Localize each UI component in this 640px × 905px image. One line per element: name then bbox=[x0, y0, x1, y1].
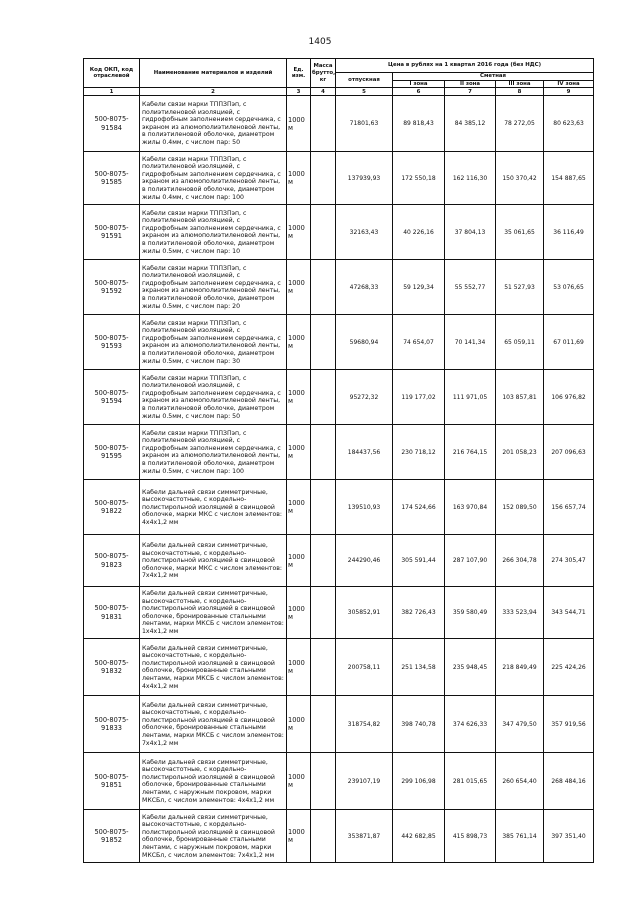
price-zone-3: 152 089,50 bbox=[496, 480, 544, 535]
price-release: 305852,91 bbox=[336, 587, 393, 639]
header-zone-4: IV зона bbox=[544, 80, 594, 88]
table-row bbox=[84, 205, 594, 260]
column-index-row bbox=[84, 88, 594, 96]
price-zone-1: 119 177,02 bbox=[393, 370, 445, 425]
price-zone-4: 67 011,69 bbox=[544, 315, 594, 370]
okp-code: 500-8075-91833 bbox=[84, 696, 140, 753]
price-zone-4: 36 116,49 bbox=[544, 205, 594, 260]
unit: 1000 м bbox=[287, 810, 311, 863]
price-zone-4: 53 076,65 bbox=[544, 260, 594, 315]
price-zone-2: 163 970,84 bbox=[445, 480, 496, 535]
column-index: 5 bbox=[336, 88, 393, 96]
price-zone-1: 230 718,12 bbox=[393, 425, 445, 480]
okp-code: 500-8075-91593 bbox=[84, 315, 140, 370]
mass-gross bbox=[311, 370, 336, 425]
price-zone-3: 65 059,11 bbox=[496, 315, 544, 370]
price-zone-1: 382 726,43 bbox=[393, 587, 445, 639]
table-body bbox=[84, 96, 594, 863]
unit: 1000 м bbox=[287, 370, 311, 425]
table-row bbox=[84, 315, 594, 370]
price-zone-2: 70 141,34 bbox=[445, 315, 496, 370]
price-zone-4: 80 623,63 bbox=[544, 96, 594, 152]
price-zone-2: 374 626,33 bbox=[445, 696, 496, 753]
price-zone-1: 398 740,78 bbox=[393, 696, 445, 753]
price-zone-1: 89 818,43 bbox=[393, 96, 445, 152]
header-code: Код ОКП, код отраслевой bbox=[84, 59, 140, 88]
column-index: 2 bbox=[140, 88, 287, 96]
price-zone-4: 156 657,74 bbox=[544, 480, 594, 535]
price-zone-1: 59 129,34 bbox=[393, 260, 445, 315]
material-name: Кабели дальней связи симметричные, высокочастотные, с кордельно-полистирольной изоляцией в свинцовой оболочке, марки МКС с числом элементов: 7х4х1,2 мм bbox=[140, 535, 287, 587]
mass-gross bbox=[311, 696, 336, 753]
column-index: 3 bbox=[287, 88, 311, 96]
price-zone-4: 343 544,71 bbox=[544, 587, 594, 639]
material-name: Кабели дальней связи симметричные, высокочастотные, с кордельно-полистирольной изоляцией в свинцовой оболочке, бронированные стальными лентами, марки МКСБ с числом элементов: 1х4х1,2 мм bbox=[140, 587, 287, 639]
okp-code: 500-8075-91594 bbox=[84, 370, 140, 425]
price-zone-1: 251 134,58 bbox=[393, 639, 445, 696]
price-release: 47268,33 bbox=[336, 260, 393, 315]
mass-gross bbox=[311, 753, 336, 810]
price-zone-4: 357 919,56 bbox=[544, 696, 594, 753]
table-row bbox=[84, 535, 594, 587]
okp-code: 500-8075-91592 bbox=[84, 260, 140, 315]
header-unit: Ед. изм. bbox=[287, 59, 311, 88]
price-zone-1: 305 591,44 bbox=[393, 535, 445, 587]
price-zone-3: 51 527,93 bbox=[496, 260, 544, 315]
material-name: Кабели связи марки ТППЗПэп, с полиэтиленовой изоляцией, с гидрофобным заполнением сердечника, с экраном из алюмополиэтиленовой ленты, в полиэтиленовой оболочке, диаметром жилы 0.5мм, с числом пар: 50 bbox=[140, 370, 287, 425]
table-row bbox=[84, 587, 594, 639]
table-row bbox=[84, 425, 594, 480]
price-release: 95272,32 bbox=[336, 370, 393, 425]
unit: 1000 м bbox=[287, 315, 311, 370]
material-name: Кабели связи марки ТППЗПэп, с полиэтиленовой изоляцией, с гидрофобным заполнением сердечника, с экраном из алюмополиэтиленовой ленты, в полиэтиленовой оболочке, диаметром жилы 0.4мм, с числом пар: 100 bbox=[140, 152, 287, 205]
material-name: Кабели дальней связи симметричные, высокочастотные, с кордельно-полистирольной изоляцией в свинцовой оболочке, бронированные стальными лентами, с наружным покровом, марки МКСБл, с числом элементов: 4х4х1,2 мм bbox=[140, 753, 287, 810]
price-release: 32163,43 bbox=[336, 205, 393, 260]
okp-code: 500-8075-91822 bbox=[84, 480, 140, 535]
price-zone-3: 266 304,78 bbox=[496, 535, 544, 587]
price-zone-3: 385 761,14 bbox=[496, 810, 544, 863]
mass-gross bbox=[311, 480, 336, 535]
price-release: 71801,63 bbox=[336, 96, 393, 152]
material-name: Кабели дальней связи симметричные, высокочастотные, с кордельно-полистирольной изоляцией в свинцовой оболочке, марки МКС с числом элементов: 4х4х1,2 мм bbox=[140, 480, 287, 535]
unit: 1000 м bbox=[287, 96, 311, 152]
price-zone-2: 359 580,49 bbox=[445, 587, 496, 639]
price-zone-3: 103 857,81 bbox=[496, 370, 544, 425]
price-zone-1: 442 682,85 bbox=[393, 810, 445, 863]
price-zone-4: 268 484,16 bbox=[544, 753, 594, 810]
mass-gross bbox=[311, 205, 336, 260]
price-zone-2: 55 552,77 bbox=[445, 260, 496, 315]
price-release: 59680,94 bbox=[336, 315, 393, 370]
price-release: 244290,46 bbox=[336, 535, 393, 587]
price-zone-2: 111 971,05 bbox=[445, 370, 496, 425]
header-zone-3: III зона bbox=[496, 80, 544, 88]
price-zone-2: 216 764,15 bbox=[445, 425, 496, 480]
material-name: Кабели связи марки ТППЗПэп, с полиэтиленовой изоляцией, с гидрофобным заполнением сердечника, с экраном из алюмополиэтиленовой ленты, в полиэтиленовой оболочке, диаметром жилы 0.5мм, с числом пар: 30 bbox=[140, 315, 287, 370]
unit: 1000 м bbox=[287, 753, 311, 810]
okp-code: 500-8075-91591 bbox=[84, 205, 140, 260]
table-row bbox=[84, 696, 594, 753]
price-zone-3: 35 061,65 bbox=[496, 205, 544, 260]
price-zone-3: 218 849,49 bbox=[496, 639, 544, 696]
price-zone-1: 299 106,98 bbox=[393, 753, 445, 810]
mass-gross bbox=[311, 315, 336, 370]
table-row bbox=[84, 370, 594, 425]
mass-gross bbox=[311, 810, 336, 863]
header-estimate: Сметная bbox=[393, 73, 594, 81]
unit: 1000 м bbox=[287, 696, 311, 753]
price-table bbox=[83, 58, 594, 863]
price-zone-2: 37 804,13 bbox=[445, 205, 496, 260]
price-zone-2: 84 385,12 bbox=[445, 96, 496, 152]
price-zone-4: 207 096,63 bbox=[544, 425, 594, 480]
table-row bbox=[84, 96, 594, 152]
material-name: Кабели дальней связи симметричные, высокочастотные, с кордельно-полистирольной изоляцией в свинцовой оболочке, бронированные стальными лентами, марки МКСБ с числом элементов: 4х4х1,2 мм bbox=[140, 639, 287, 696]
price-zone-1: 74 654,07 bbox=[393, 315, 445, 370]
material-name: Кабели связи марки ТППЗПэп, с полиэтиленовой изоляцией, с гидрофобным заполнением сердечника, с экраном из алюмополиэтиленовой ленты, в полиэтиленовой оболочке, диаметром жилы 0.5мм, с числом пар: 10 bbox=[140, 205, 287, 260]
table-row bbox=[84, 480, 594, 535]
price-zone-2: 415 898,73 bbox=[445, 810, 496, 863]
mass-gross bbox=[311, 639, 336, 696]
price-zone-4: 154 887,65 bbox=[544, 152, 594, 205]
okp-code: 500-8075-91595 bbox=[84, 425, 140, 480]
unit: 1000 м bbox=[287, 587, 311, 639]
price-zone-4: 225 424,26 bbox=[544, 639, 594, 696]
table-row bbox=[84, 639, 594, 696]
okp-code: 500-8075-91852 bbox=[84, 810, 140, 863]
unit: 1000 м bbox=[287, 152, 311, 205]
mass-gross bbox=[311, 425, 336, 480]
header-mass: Масса брутто, кг bbox=[311, 59, 336, 88]
price-zone-2: 235 948,45 bbox=[445, 639, 496, 696]
table-row bbox=[84, 152, 594, 205]
okp-code: 500-8075-91851 bbox=[84, 753, 140, 810]
header-release: отпускная bbox=[336, 73, 393, 88]
price-zone-3: 347 479,50 bbox=[496, 696, 544, 753]
material-name: Кабели связи марки ТППЗПэп, с полиэтиленовой изоляцией, с гидрофобным заполнением сердечника, с экраном из алюмополиэтиленовой ленты, в полиэтиленовой оболочке, диаметром жилы 0.5мм, с числом пар: 100 bbox=[140, 425, 287, 480]
price-zone-2: 281 015,65 bbox=[445, 753, 496, 810]
unit: 1000 м bbox=[287, 639, 311, 696]
price-zone-4: 274 305,47 bbox=[544, 535, 594, 587]
okp-code: 500-8075-91584 bbox=[84, 96, 140, 152]
header-zone-2: II зона bbox=[445, 80, 496, 88]
price-zone-4: 397 351,40 bbox=[544, 810, 594, 863]
mass-gross bbox=[311, 152, 336, 205]
price-zone-3: 78 272,05 bbox=[496, 96, 544, 152]
price-release: 184437,56 bbox=[336, 425, 393, 480]
material-name: Кабели дальней связи симметричные, высокочастотные, с кордельно-полистирольной изоляцией в свинцовой оболочке, бронированные стальными лентами, с наружным покровом, марки МКСБл, с числом элементов: 7х4х1,2 мм bbox=[140, 810, 287, 863]
mass-gross bbox=[311, 96, 336, 152]
price-release: 137939,93 bbox=[336, 152, 393, 205]
price-zone-2: 162 116,30 bbox=[445, 152, 496, 205]
price-release: 200758,11 bbox=[336, 639, 393, 696]
unit: 1000 м bbox=[287, 425, 311, 480]
unit: 1000 м bbox=[287, 535, 311, 587]
price-zone-3: 333 523,94 bbox=[496, 587, 544, 639]
table-row bbox=[84, 753, 594, 810]
mass-gross bbox=[311, 535, 336, 587]
column-index: 1 bbox=[84, 88, 140, 96]
column-index: 7 bbox=[445, 88, 496, 96]
price-release: 318754,82 bbox=[336, 696, 393, 753]
material-name: Кабели связи марки ТППЗПэп, с полиэтиленовой изоляцией, с гидрофобным заполнением сердечника, с экраном из алюмополиэтиленовой ленты, в полиэтиленовой оболочке, диаметром жилы 0.5мм, с числом пар: 20 bbox=[140, 260, 287, 315]
column-index: 4 bbox=[311, 88, 336, 96]
unit: 1000 м bbox=[287, 480, 311, 535]
price-zone-3: 201 058,23 bbox=[496, 425, 544, 480]
page-number: 1405 bbox=[308, 37, 332, 47]
price-zone-3: 150 370,42 bbox=[496, 152, 544, 205]
okp-code: 500-8075-91832 bbox=[84, 639, 140, 696]
column-index: 8 bbox=[496, 88, 544, 96]
mass-gross bbox=[311, 260, 336, 315]
header-price-group: Цена в рублях на 1 квартал 2016 года (без НДС) bbox=[336, 59, 594, 73]
header-zone-1: I зона bbox=[393, 80, 445, 88]
unit: 1000 м bbox=[287, 205, 311, 260]
header-name: Наименование материалов и изделий bbox=[140, 59, 287, 88]
column-index: 9 bbox=[544, 88, 594, 96]
price-zone-2: 287 107,90 bbox=[445, 535, 496, 587]
okp-code: 500-8075-91823 bbox=[84, 535, 140, 587]
unit: 1000 м bbox=[287, 260, 311, 315]
price-zone-1: 40 226,16 bbox=[393, 205, 445, 260]
material-name: Кабели связи марки ТППЗПэп, с полиэтиленовой изоляцией, с гидрофобным заполнением сердечника, с экраном из алюмополиэтиленовой ленты, в полиэтиленовой оболочке, диаметром жилы 0.4мм, с числом пар: 50 bbox=[140, 96, 287, 152]
material-name: Кабели дальней связи симметричные, высокочастотные, с кордельно-полистирольной изоляцией в свинцовой оболочке, бронированные стальными лентами, марки МКСБ с числом элементов: 7х4х1,2 мм bbox=[140, 696, 287, 753]
price-zone-1: 172 550,18 bbox=[393, 152, 445, 205]
okp-code: 500-8075-91585 bbox=[84, 152, 140, 205]
price-zone-4: 106 976,82 bbox=[544, 370, 594, 425]
table-row bbox=[84, 260, 594, 315]
column-index: 6 bbox=[393, 88, 445, 96]
price-release: 353871,87 bbox=[336, 810, 393, 863]
price-zone-1: 174 524,66 bbox=[393, 480, 445, 535]
price-zone-3: 260 654,40 bbox=[496, 753, 544, 810]
table-row bbox=[84, 810, 594, 863]
price-release: 239107,19 bbox=[336, 753, 393, 810]
price-release: 139510,93 bbox=[336, 480, 393, 535]
mass-gross bbox=[311, 587, 336, 639]
okp-code: 500-8075-91831 bbox=[84, 587, 140, 639]
